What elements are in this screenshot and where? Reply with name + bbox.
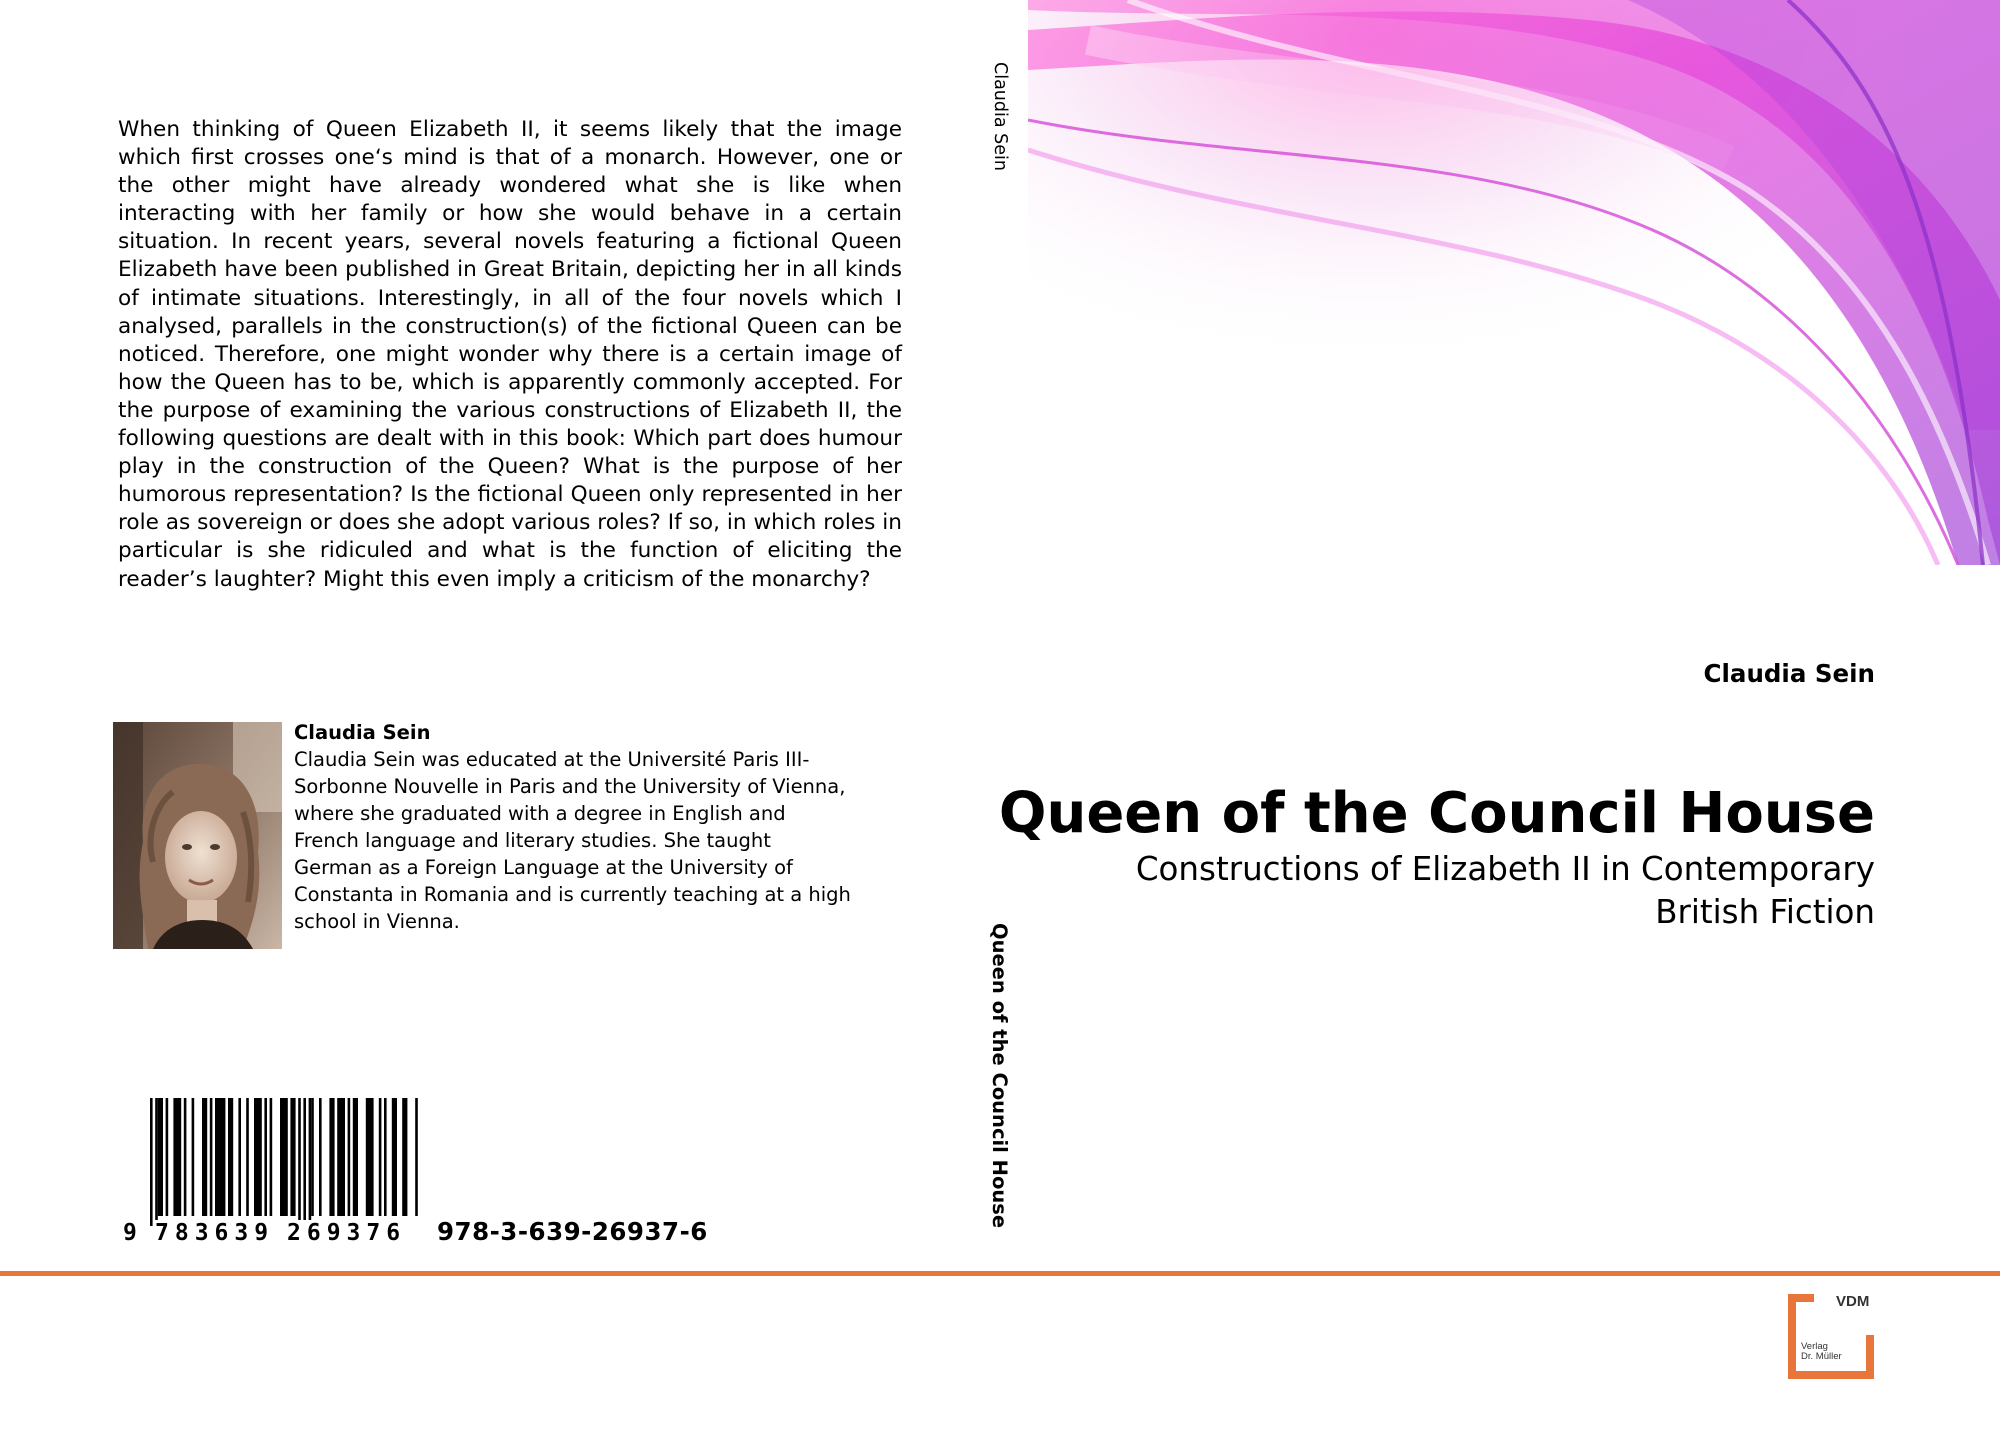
barcode-bar — [254, 1098, 262, 1216]
barcode-bar — [319, 1098, 322, 1216]
barcode-bar — [290, 1098, 295, 1216]
publisher-logo-line-2: Dr. Müller — [1801, 1351, 1842, 1362]
barcode-bar — [184, 1098, 187, 1216]
barcode-bar — [155, 1098, 158, 1226]
publisher-logo-line-1: Verlag — [1801, 1341, 1828, 1352]
barcode-bars — [120, 1098, 420, 1226]
abstract-swirl-image — [1028, 0, 2000, 565]
cover-artwork — [1028, 0, 2000, 565]
spine-title: Queen of the Council House — [988, 923, 1011, 1229]
barcode-digits — [118, 1220, 418, 1248]
barcode-bar — [173, 1098, 181, 1216]
barcode-bar — [238, 1098, 241, 1216]
book-title: Queen of the Council House — [998, 781, 1875, 846]
barcode-bar — [329, 1098, 334, 1216]
barcode-bar — [270, 1098, 273, 1216]
spine-author: Claudia Sein — [990, 62, 1010, 171]
barcode-bar — [366, 1098, 374, 1216]
barcode-bar — [309, 1098, 312, 1226]
back-cover-blurb: When thinking of Queen Elizabeth II, it seems likely that the image which first crosses one‘s mind is that of a monarch. However, one or the other might have already wondered what she is like when interacting with her family or how she would behave in a certain situation. In recent years, several novels featuring a fictional Queen Elizabeth have been published in Great Britain, depicting her in all kinds of intimate situations. Interestingly, in all of the four novels which I analysed, parallels in the construction(s) of the fictional Queen can be noticed. Therefore, one might wonder why there is a certain image of how the Queen has to be, which is apparently commonly accepted. For the purpose of examining the various constructions of Elizabeth II, the following questions are dealt with in this book: Which part does humour play in the construction of the Queen? What is the purpose of her humorous representation? Is the fictional Queen only represented in her role as sovereign or does she adopt various roles? If so, in which roles in particular is she ridiculed and what is the function of eliciting the reader’s laughter? Might this even imply a criticism of the monarchy? — [118, 117, 902, 592]
orange-divider — [0, 1271, 2000, 1276]
author-portrait-image — [113, 722, 282, 949]
barcode-bar — [246, 1098, 249, 1216]
barcode-bar — [402, 1098, 407, 1216]
barcode-bar — [158, 1098, 163, 1216]
barcode-bar — [384, 1098, 387, 1216]
barcode-bar — [192, 1098, 195, 1216]
barcode-bar — [150, 1098, 153, 1226]
barcode-bar — [337, 1098, 345, 1216]
barcode-digits-right: 269376 — [287, 1220, 407, 1246]
barcode-bar — [264, 1098, 267, 1216]
publisher-logo-mark: VDM — [1836, 1293, 1870, 1310]
author-photo — [113, 722, 282, 949]
barcode-bar — [298, 1098, 301, 1226]
barcode-digit-lead: 9 — [123, 1220, 137, 1246]
barcode-bar — [166, 1098, 169, 1216]
barcode-bar — [215, 1098, 225, 1216]
barcode-bar — [311, 1098, 314, 1216]
barcode-bar — [210, 1098, 213, 1216]
barcode-bar — [280, 1098, 288, 1216]
barcode-bar — [392, 1098, 397, 1216]
bio-author-name: Claudia Sein — [294, 721, 431, 744]
barcode-digits-left: 783639 — [155, 1220, 275, 1246]
book-subtitle: Constructions of Elizabeth II in Contemporary British Fiction — [1135, 850, 1875, 931]
bio-text: Claudia Sein was educated at the Université Paris III-Sorbonne Nouvelle in Paris and the University of Vienna, where she graduated with a degree in English and French language and literary studies. She taught German as a Foreign Language at the University of Constanta in Romania and is currently teaching at a high school in Vienna. — [294, 748, 851, 933]
barcode-bar — [353, 1098, 358, 1216]
barcode-bar — [303, 1098, 306, 1226]
isbn-number: 978-3-639-26937-6 — [437, 1217, 708, 1246]
barcode-bar — [228, 1098, 233, 1216]
front-author: Claudia Sein — [1703, 659, 1875, 688]
barcode-bar — [415, 1098, 418, 1216]
barcode-bar — [379, 1098, 382, 1216]
barcode-bar — [202, 1098, 207, 1216]
barcode-bar — [348, 1098, 351, 1216]
